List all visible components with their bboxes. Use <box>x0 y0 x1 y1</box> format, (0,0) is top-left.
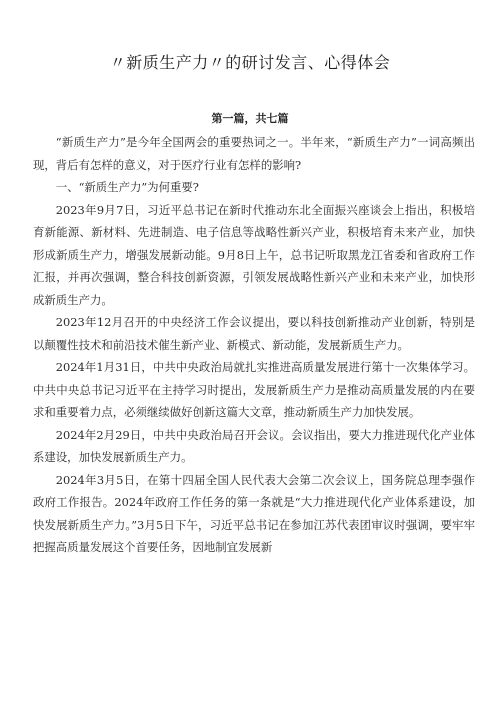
paragraph-2024-02: 2024年2月29日，中共中央政治局召开会议。会议指出，要大力推进现代化产业体系建设，加快发展新质生产力。 <box>33 427 475 464</box>
paragraph-2024-01: 2024年1月31日，中共中央政治局就扎实推进高质量发展进行第十一次集体学习。中共中央总书记习近平在主持学习时提出，发展新质生产力是推动高质量发展的内在要求和重要着力点，必须继续做好创新这篇大文章，推动新质生产力加快发展。 <box>33 360 475 419</box>
paragraph-2023-09: 2023年9月7日，习近平总书记在新时代推动东北全面振兴座谈会上指出，积极培育新能源、新材料、先进制造、电子信息等战略性新兴产业，积极培育未来产业，加快形成新质生产力，增强发展新动能。9月8日上午，总书记听取黑龙江省委和省政府工作汇报，并再次强调，整合科技创新资源，引领发展战略性新兴产业和未来产业，加快形成新质生产力。 <box>33 202 475 307</box>
paragraph-intro: “新质生产力”是今年全国两会的重要热词之一。半年来，“新质生产力”一词高频出现，背后有怎样的意义，对于医疗行业有怎样的影响? <box>33 135 475 172</box>
document-body <box>33 131 475 559</box>
paragraph-2023-12: 2023年12月召开的中央经济工作会议提出，要以科技创新推动产业创新，特别是以颠覆性技术和前沿技术催生新产业、新模式、新动能，发展新质生产力。 <box>33 315 475 352</box>
paragraph-subheading: 一、“新质生产力”为何重要? <box>55 180 199 194</box>
document-title: 〃新质生产力〃的研讨发言、心得体会 <box>109 53 391 72</box>
paragraph-2024-03: 2024年3月5日，在第十四届全国人民代表大会第二次会议上，国务院总理李强作政府工作报告。2024年政府工作任务的第一条就是“大力推进现代化产业体系建设，加快发展新质生产力。”3月5日下午，习近平总书记在参加江苏代表团审议时强调，要牢牢把握高质量发展这个首要任务，因地制宜发展新 <box>33 472 475 554</box>
section-heading: 第一篇，共七篇 <box>211 112 289 125</box>
